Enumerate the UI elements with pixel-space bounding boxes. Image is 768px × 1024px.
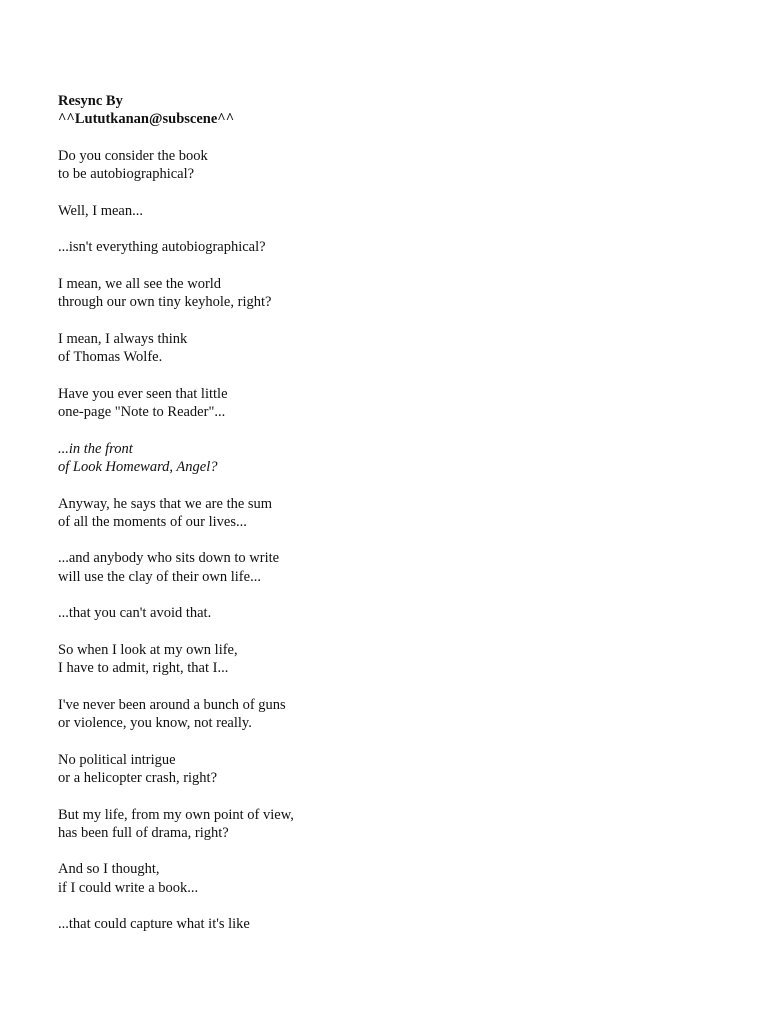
subtitle-line: I have to admit, right, that I... (58, 660, 229, 677)
subtitle-block (58, 549, 738, 586)
subtitle-block (58, 806, 738, 843)
subtitle-line: or violence, you know, not really. (58, 715, 252, 732)
header-block (58, 92, 738, 129)
subtitle-line: Have you ever seen that little (58, 385, 228, 402)
subtitle-line: has been full of drama, right? (58, 824, 229, 841)
subtitle-line: of Thomas Wolfe. (58, 349, 163, 366)
subtitle-line: I mean, I always think (58, 330, 188, 347)
subtitle-block (58, 860, 738, 897)
subtitle-block (58, 385, 738, 422)
subtitle-line: No political intrigue (58, 751, 176, 768)
subtitle-line: I've never been around a bunch of guns (58, 696, 286, 713)
subtitle-block (58, 330, 738, 367)
subtitle-line: or a helicopter crash, right? (58, 769, 218, 786)
subtitle-line: I mean, we all see the world (58, 275, 222, 292)
subtitle-block (58, 275, 738, 312)
subtitle-line: of all the moments of our lives... (58, 513, 247, 530)
subtitle-line: ...that could capture what it's like (58, 916, 250, 933)
header-line-1: Resync By (58, 93, 123, 109)
subtitle-block (58, 147, 738, 184)
subtitle-line: But my life, from my own point of view, (58, 806, 294, 823)
subtitle-line: through our own tiny keyhole, right? (58, 294, 272, 311)
document-page (58, 92, 738, 952)
subtitle-line: And so I thought, (58, 861, 160, 878)
subtitle-block (58, 641, 738, 678)
subtitle-block (58, 915, 738, 933)
subtitle-line: if I could write a book... (58, 879, 199, 896)
subtitle-line: ...in the front (58, 440, 133, 457)
subtitle-line: So when I look at my own life, (58, 641, 238, 658)
subtitle-block (58, 440, 738, 477)
subtitle-line: ...and anybody who sits down to write (58, 550, 280, 567)
subtitle-block (58, 696, 738, 733)
subtitle-line: ...that you can't avoid that. (58, 605, 212, 622)
subtitle-line: Do you consider the book (58, 147, 208, 164)
subtitle-block (58, 238, 738, 256)
subtitle-line: of Look Homeward, Angel? (58, 458, 218, 475)
subtitle-blocks (58, 147, 738, 934)
subtitle-line: to be autobiographical? (58, 166, 195, 183)
subtitle-line: Well, I mean... (58, 202, 143, 219)
header-line-2: ^^Lututkanan@subscene^^ (58, 111, 235, 128)
subtitle-block (58, 495, 738, 532)
subtitle-block (58, 202, 738, 220)
subtitle-line: Anyway, he says that we are the sum (58, 495, 273, 512)
subtitle-block (58, 604, 738, 622)
subtitle-line: one-page "Note to Reader"... (58, 404, 226, 421)
subtitle-line: ...isn't everything autobiographical? (58, 239, 266, 256)
subtitle-block (58, 751, 738, 788)
subtitle-line: will use the clay of their own life... (58, 568, 261, 585)
